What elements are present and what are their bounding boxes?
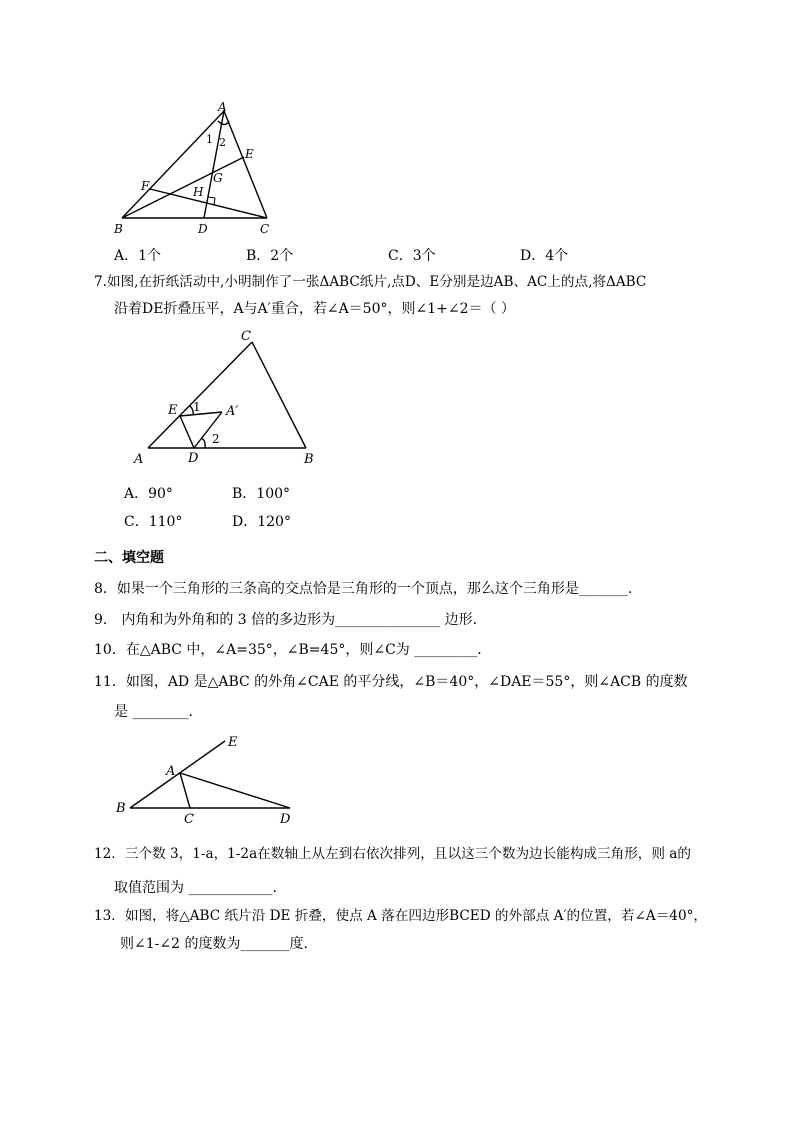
fig7-angle-1-label: 1	[193, 400, 201, 414]
q6-option-d: D．4个	[520, 248, 569, 264]
fig6-label-f: F	[141, 179, 150, 193]
q9-text: 9． 内角和为外角和的 3 倍的多边形为_______________ 边形.	[94, 612, 478, 628]
section-title-fill-in: 二、填空题	[94, 550, 164, 566]
q7-option-b: B．100°	[232, 486, 291, 502]
fig7-label-a: A	[134, 452, 144, 467]
figure-q6-triangle	[110, 100, 290, 240]
fig6-side-ab	[122, 111, 224, 218]
fig6-angle-arc	[218, 121, 229, 125]
fig7-angle-2-arc	[201, 438, 205, 448]
fig6-angle-1-label: 1	[206, 133, 213, 146]
fig11-label-a: A	[166, 764, 176, 779]
q11-text-line1: 11．如图，AD 是△ABC 的外角∠CAE 的平分线，∠B＝40°，∠DAE＝55°，则∠ACB 的度数	[94, 674, 688, 690]
q8-text: 8．如果一个三角形的三条高的交点恰是三角形的一个顶点，那么这个三角形是_______.	[94, 581, 633, 597]
fig7-side-cb	[252, 342, 306, 448]
q7-text-line2: 沿着DE折叠压平，A与A′重合，若∠A＝50°，则∠1+∠2＝（ ）	[114, 301, 515, 317]
fig6-label-d: D	[198, 222, 208, 236]
fig7-label-a-prime: A′	[226, 404, 239, 419]
q6-option-b: B．2个	[246, 248, 294, 264]
fig11-label-e: E	[228, 735, 238, 750]
fig6-label-b: B	[114, 222, 123, 236]
fig7-label-e: E	[168, 403, 178, 418]
fig7-fold-de	[180, 416, 194, 448]
q11-text-line2: 是 ________.	[114, 704, 193, 720]
q7-option-a: A．90°	[124, 486, 173, 502]
fig6-label-g: G	[213, 171, 223, 185]
q7-option-d: D．120°	[232, 514, 291, 530]
fig6-label-e: E	[245, 147, 254, 161]
fig7-label-d: D	[188, 451, 199, 466]
q7-text-line1: 7.如图,在折纸活动中,小明制作了一张ΔABC纸片,点D、E分别是边AB、AC上的点,将ΔABC	[94, 274, 647, 290]
fig7-label-b: B	[304, 452, 314, 467]
fig7-side-ac	[148, 342, 252, 448]
fig6-label-h: H	[193, 185, 204, 199]
figure-q11-triangle	[110, 730, 300, 830]
fig11-label-c: C	[184, 812, 194, 827]
fig11-label-b: B	[116, 801, 126, 816]
fig11-line-be	[130, 741, 225, 808]
q13-text-line2: 则∠1-∠2 的度数为_______度.	[120, 936, 308, 952]
figure-q7-fold	[130, 322, 330, 467]
q12-text-line1: 12．三个数 3，1-a，1-2a在数轴上从左到右依次排列，且以这三个数为边长能构成三角形，则 a的	[94, 846, 692, 862]
fig11-segment-ad	[180, 773, 290, 808]
fig6-label-a: A	[218, 100, 227, 114]
q13-text-line1: 13．如图，将△ABC 纸片沿 DE 折叠，使点 A 落在四边形BCED 的外部点 A′的位置，若∠A＝40°，	[94, 908, 707, 924]
fig7-fold-ea	[180, 412, 222, 416]
q6-option-a: A．1个	[114, 248, 162, 264]
q10-text: 10．在△ABC 中，∠A=35°，∠B=45°，则∠C为 _________.	[94, 642, 482, 658]
fig11-segment-ac	[180, 773, 190, 808]
fig11-label-d: D	[280, 812, 291, 827]
fig7-label-c: C	[241, 329, 251, 344]
fig6-label-c: C	[260, 222, 270, 236]
fig6-angle-2-label: 2	[219, 136, 226, 149]
q7-option-c: C．110°	[124, 514, 183, 530]
fig7-angle-2-label: 2	[212, 432, 220, 446]
q12-text-line2: 取值范围为 ____________.	[114, 880, 277, 896]
q6-option-c: C．3个	[388, 248, 436, 264]
